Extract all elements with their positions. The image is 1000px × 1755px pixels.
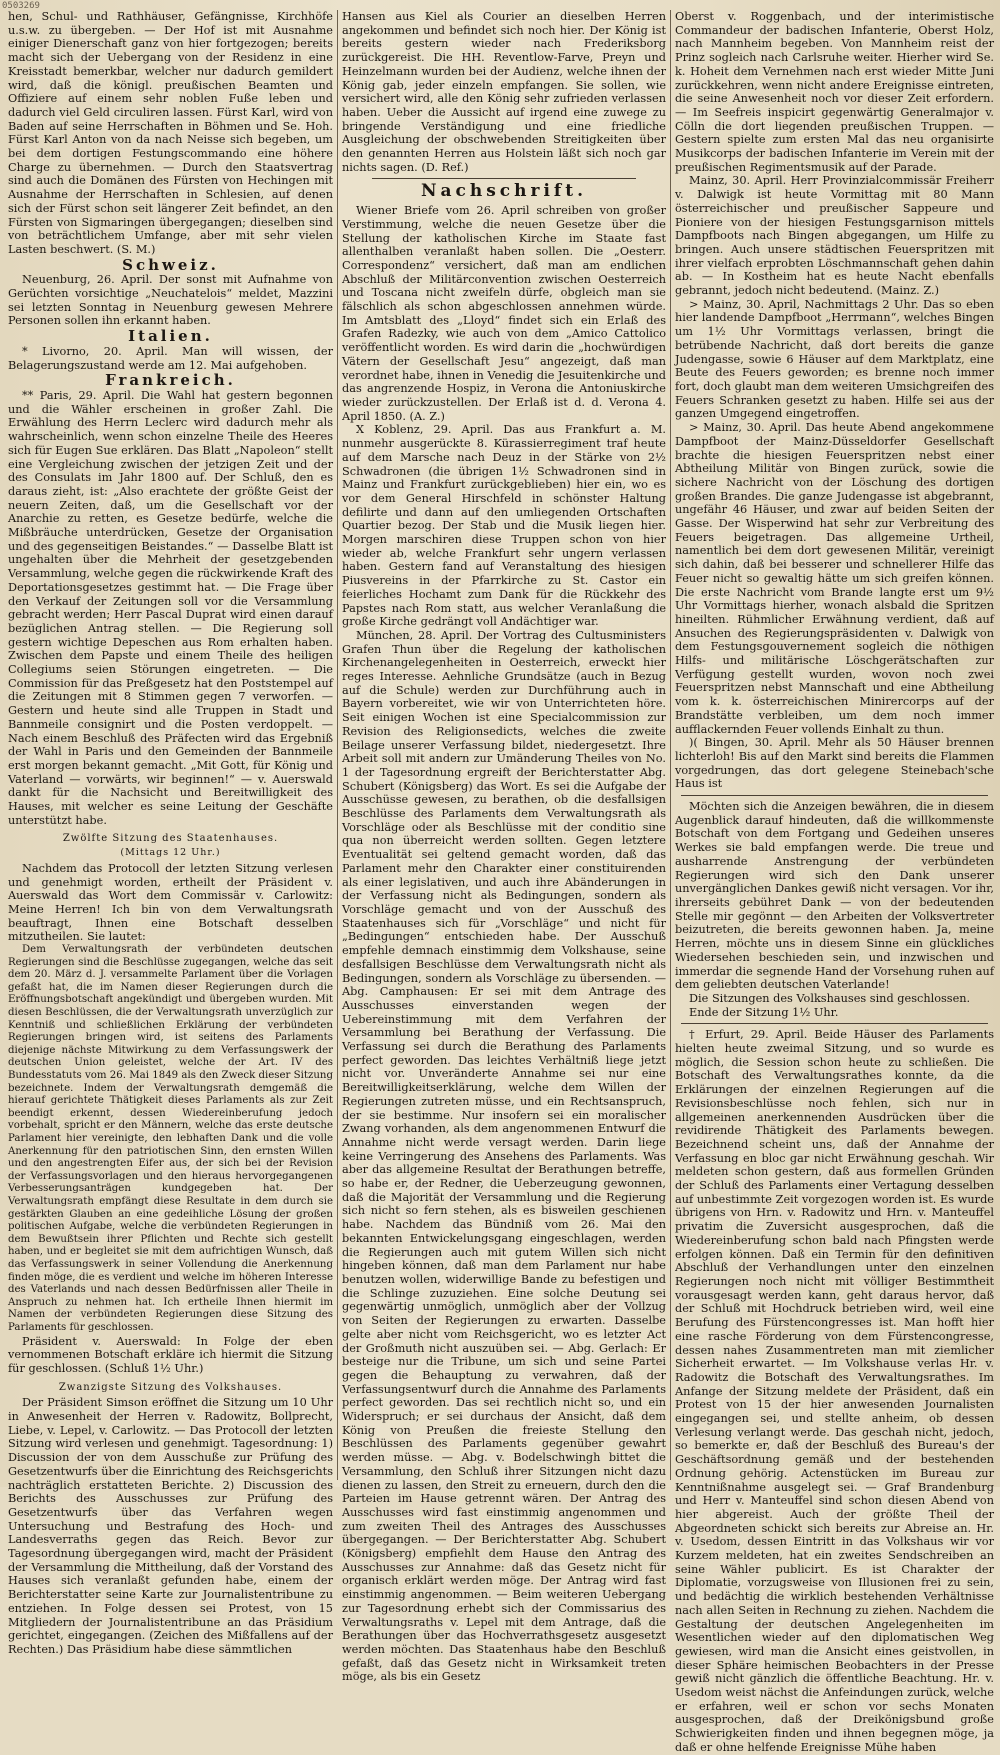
article-mainz-afternoon: > Mainz, 30. April, Nachmittags 2 Uhr. Das so eben hier landende Dampfboot „Herrmann“, welches Bingen um 1½ Uhr Vormittags verlassen, bringt die betrübende Nachricht, daß dort bereits die ganze Judengasse, sowie 6 Häuser auf dem Marktplatz, eine Beute des Feuers geworden; es brenne noch immer fort, doch glaubt man dem weiteren Umsichgreifen des Feuers Schranken gesetzt zu haben. Hilfe sei aus der ganzen Umgegend eingetroffen.: [675, 297, 994, 421]
session-heading-volkshaus: [8, 1381, 333, 1395]
article-muenchen: München, 28. April. Der Vortrag des Cultusministers Grafen Thun über die Regelung der katholischen Kirchenangelegenheiten in Oesterreich, erweckt hier reges Interesse. Aehnliche Grundsätze (auch in Bezug auf die Schule) werden zur Durchführung auch in Bayern vorbereitet, wie wir von Unterrichteten höre. Seit einigen Wochen ist eine Specialcommission zur Revision des Religionsedicts, welches die zweite Beilage unserer Verfassung bildet, niedergesetzt. Ihre Arbeit soll mit andern zur Umänderung Theiles von No. 1 der Tagesordnung ergreift der Berichterstatter Abg. Schubert (Königsberg) das Wort. Es sei die Aufgabe der Ausschüsse gewesen, zu berathen, ob die desfallsigen Beschlüsse des Parlaments dem Verwaltungsrath als Vorschläge oder als Beschlüsse mit der conditio sine qua non überreicht werden sollten. Gegen letztere Eventualität sei geltend gemacht worden, daß das Parlament mehr den Charakter einer constituirenden als einer legislativen, und auch ihre Abänderungen in der Verfassung nicht als Bedingungen, sondern als Vorschläge gemacht und von der Ausschuß des Staatenhauses sich für „Vorschläge“ und nicht für „Bedingungen“ entschieden habe. Der Ausschuß empfehle demnach einstimmig dem Volkshause, seine desfallsigen Beschlüsse dem Verwaltungsrath nicht als Bedingungen, sondern als Vorschläge zu übersenden. — Abg. Camphausen: Er sei mit dem Antrage des Ausschusses einverstanden wegen der Uebereinstimmung mit dem Verfahren der Versammlung bei Berathung der Verfassung. Die Verfassung sei durch die Berathung des Parlaments perfect geworden. Das leichtes Verhältniß liege jetzt nicht vor. Unveränderte Annahme sei nur eine Bereitwilligkeitserklärung, welche dem Willen der Regierungen zutreten müsse, und ein Rechtsanspruch, der sie bestimme. Nur insofern sei ein moralischer Zwang vorhanden, als dem angenommenen Entwurf die Annahme nicht werde versagt werden. Darin liege keine Verringerung des Ansehens des Parlaments. Was aber das allgemeine Resultat der Berathungen betreffe, so habe er, der Redner, die Ueberzeugung gewonnen, daß die Majorität der Versammlung und die Regierung sich nicht so fern stehen, als es bisweilen geschienen habe. Nachdem das Bündniß vom 26. Mai den bekannten Entwickelungsgang eingeschlagen, werden die Regierungen auch mit gutem Willen sich nicht hingeben können, daß man dem Parlament nur habe benutzen wollen, widerwillige Bande zu befestigen und die Schlinge zuzuziehen. Eine solche Deutung sei gegenwärtig unmöglich, unmöglich aber der Vollzug von Seiten der Regierungen zu erwarten. Dasselbe gelte aber nicht vom Reichsgericht, wo es letzter Act der Großmuth nicht auszuüben sei. — Abg. Gerlach: Er besteige nur die Tribune, um sich und seine Partei gegen die Behauptung zu verwahren, daß der Verfassungsentwurf durch die Annahme des Parlaments perfect geworden. Das sei rechtlich nicht so, und ein Widerspruch; er sei durchaus der Ansicht, daß dem König von Preußen die freieste Stellung den Beschlüssen des Parlaments gegenüber gewahrt werden müsse. — Abg. v. Bodelschwingh bittet die Versammlung, den Schluß ihrer Sitzungen nicht dazu dienen zu lassen, den Streit zu erneuern, durch den die Parteien im Hause getrennt wären. Der Antrag des Ausschusses wird fast einstimmig angenommen und zum zweiten Theil des Antrages des Ausschusses übergegangen. — Der Berichterstatter Abg. Schubert (Königsberg) empfiehlt dem Hause den Antrag des Ausschusses zur Annahme: daß das Gesetz nicht für organisch erklärt werden möge. Der Antrag wird fast einstimmig angenommen. — Beim weiteren Uebergang zur Tagesordnung erhebt sich der Commissarius des Verwaltungsraths v. Lepel mit dem Antrage, daß die Berathungen über das Hochverrathsgesetz ausgesetzt werden möchten. Das Staatenhaus habe den Beschluß gefaßt, daß das Gesetz nicht in Wirksamkeit treten möge, als bis ein Gesetz: [342, 628, 666, 1684]
scan-page-id: 0503269: [2, 1, 40, 11]
article-livorno: * Livorno, 20. April. Man will wissen, der Belagerungszustand werde am 12. Mai aufgehoben.: [8, 344, 333, 372]
article-wien: Wiener Briefe vom 26. April schreiben von großer Verstimmung, welche die neuen Gesetze über die Stellung der katholischen Kirche im Staate fast allenthalben veranlaßt haben sollen. Die „Oesterr. Correspondenz“ versichert, daß man am endlichen Abschluß der Militärconvention zwischen Oesterreich und Toscana nicht zweifeln dürfe, obgleich man sie fälschlich als schon abgeschlossen annehmen würde. Im Amtsblatt des „Lloyd“ findet sich ein Erlaß des Grafen Radezky, wie auch von dem „Amico Cattolico veröffentlicht worden. Es wird darin die „hochwürdigen Vätern der Gesellschaft Jesu“ angezeigt, daß man verordnet habe, ihnen in Venedig die Jesuitenkirche und das angrenzende Hospiz, in Verona die Antoniuskirche wieder zurückzustellen. Der Erlaß ist d. d. Verona 4. April 1850. (A. Z.): [342, 204, 666, 423]
column-right: [670, 10, 998, 1754]
article-paragraph: Hansen aus Kiel als Courier an dieselben Herren angekommen und befindet sich noch hier. Der König ist bereits gestern wieder nach Frederiksborg zurückgereist. Die HH. Reventlow-Farve, Preyn und Heinzelmann wurden bei der Audienz, welche ihnen der König gab, jeder einzeln empfangen. Sie sollen, wie versichert wird, alle den König sehr zufrieden verlassen haben. Ueber die Aussicht auf irgend eine zuwege zu bringende Verständigung und eine friedliche Ausgleichung der obschwebenden Streitigkeiten über den genannten Herren aus Holstein läßt sich noch gar nichts sagen. (D. Ref.): [342, 10, 666, 174]
article-koblenz: X Koblenz, 29. April. Das aus Frankfurt a. M. nunmehr ausgerückte 8. Kürassierregiment traf heute auf dem Marsche nach Deuz in der Stärke von 2½ Schwadronen (die übrigen 1½ Schwadronen sind in Mainz und Frankfurt zurückgeblieben) hier ein, wo es vor dem General Hirschfeld in schönster Haltung defilirte und dann auf den umliegenden Ortschaften Quartier bezog. Der Stab und die Musik liegen hier. Morgen marschiren diese Truppen schon von hier wieder ab, welche Frankfurt sehr ungern verlassen haben. Gestern fand auf Veranstaltung des hiesigen Piusvereins in der Pfarrkirche zu St. Castor ein feierliches Hochamt zum Dank für die Rückkehr des Papstes nach Rom statt, aus welcher Veranlaßung die große Kirche gedrängt voll Andächtiger war.: [342, 423, 666, 629]
section-heading-italien: Italien.: [128, 327, 213, 346]
divider: [372, 178, 636, 179]
session-title: Zwanzigste Sitzung des Volkshauses.: [58, 1381, 283, 1393]
section-heading-schweiz: Schweiz.: [122, 255, 219, 274]
article-paragraph: Oberst v. Roggenbach, und der interimistische Commandeur der badischen Infanterie, Oberst Holz, nach Mannheim begeben. Von Mannheim reist der Prinz sogleich nach Carlsruhe weiter. Hierher wird Se. k. Hoheit dem Vernehmen nach erst wieder Mitte Juni zurückkehren, wenn nicht andere Ereignisse eintreten, die seine Anwesenheit noch vor dieser Zeit erfordern. — Im Seefreis inspicirt gegenwärtig Generalmajor v. Cölln die dort liegenden preußischen Truppen. — Gestern spielte zum ersten Mal das neu organisirte Musikcorps der badischen Infanterie im Verein mit der preußischen Regimentsmusik auf der Parade.: [675, 10, 994, 174]
article-paragraph: hen, Schul- und Rathhäuser, Gefängnisse, Kirchhöfe u.s.w. zu übergeben. — Der Hof ist mit Ausnahme einiger Dienerschaft ganz von hier fortgezogen; bereits macht sich der Uebergang von der Residenz in eine Kreisstadt bemerkbar, welcher nur dadurch gemildert wird, daß die königl. preußischen Beamten und Offiziere auf einem sehr noblen Fuße leben und dadurch viel Geld circuliren lassen. Fürst Karl, wird von Baden auf seine Herrschaften in Böhmen und Se. Hoh. Fürst Karl Anton von da nach Neisse sich begeben, um bei dem dortigen Festungscommando eine höhere Charge zu übernehmen. — Durch den Staatsvertrag sind auch die Domänen des Fürsten von Hechingen mit Ausnahme der Herrschaften in Schlesien, auf denen sich der Fürst schon seit längerer Zeit befindet, an den Fürsten von Sigmaringen übergegangen; dieselben sind von beträchtlichem Umfange, aber mit sehr vielen Lasten beschwert. (S. M.): [8, 10, 333, 256]
article-erfurt: † Erfurt, 29. April. Beide Häuser des Parlaments hielten heute zweimal Sitzung, und so wurde es möglich, die Session schon heute zu schließen. Die Botschaft des Verwaltungsrathes konnte, da die Erklärungen der einzelnen Regierungen auf die Revisionsbeschlüsse noch fehlen, sich nur in allgemeinen anerkennenden Ausdrücken über die revidirende Thätigkeit des Parlaments bewegen. Bezeichnend scheint uns, daß der Annahme der Verfassung en bloc gar nicht Erwähnung geschah. Wir meldeten schon gestern, daß aus formellen Gründen der Schluß des Parlaments einer Vertagung desselben auf unbestimmte Zeit vorgezogen worden ist. Es wurde übrigens von Hrn. v. Radowitz und Hrn. v. Manteuffel privatim die Zuversicht ausgesprochen, daß die Wiedereinberufung schon bald nach Pfingsten werde erfolgen können. Daß ein Termin für den definitiven Abschluß der Verhandlungen unter den einzelnen Regierungen noch nicht mit völliger Bestimmtheit vorausgesagt werden kann, geht daraus hervor, daß der Schluß mit Hochdruck betrieben wird, weil eine Berufung des Fürstencongresses ist. Man hofft hier eine rasche Förderung von dem Fürstencongresse, dessen nahes Zusammentreten man mit ziemlicher Sicherheit erwartet. — Im Volkshause verlas Hr. v. Radowitz die Botschaft des Verwaltungsrathes. Im Anfange der Sitzung meldete der Präsident, daß ein Protest von 15 der hier anwesenden Journalisten eingegangen sei, und stellte anheim, ob dessen Verlesung verlangt werde. Das geschah nicht, jedoch, so bemerkte er, daß der Beschluß des Bureau's der Geschäftsordnung gemäß und der bestehenden Ordnung gehörig. Actenstücken im Bureau zur Kenntnißnahme ausgelegt sei. — Graf Brandenburg und Herr v. Manteuffel sind schon diesen Abend von hier abgereist. Auch der größte Theil der Abgeordneten schickt sich bereits zur Abreise an. Hr. v. Usedom, dessen Eintritt in das Volkshaus wir vor Kurzem meldeten, hat ein zweites Sendschreiben an seine Wähler publicirt. Es ist Charakter der Diplomatie, vorzugsweise von Illusionen frei zu sein, und bedächtig die wirklich bestehenden Verhältnisse nach allen Seiten in Rechnung zu ziehen. Nachdem die Gestaltung der deutschen Angelegenheiten im Wesentlichen wieder auf den diplomatischen Weg gewiesen, wird man die Ansicht eines geistvollen, in dieser Sphäre heimischen Beobachters in der Presse gewiß nicht gänzlich die öffentliche Beachtung. Hr. v. Usedom weist nächst die Anfeindungen zurück, welche er erfahren, weil er schon vor sechs Monaten ausgesprochen, daß der Dreikönigsbund große Schwierigkeiten finden und ihnen begegnen möge, ja daß er ohne helfende Ereignisse Mühe haben: [675, 1028, 994, 1754]
article-paragraph: Der Präsident Simson eröffnet die Sitzung um 10 Uhr in Anwesenheit der Herren v. Radowitz, Bollprecht, Liebe, v. Lepel, v. Carlowitz. — Das Protocoll der letzten Sitzung wird verlesen und genehmigt. Tagesordnung: 1) Discussion der von dem Ausschuße zur Prüfung des Gesetzentwurfs über die Einrichtung des Reichsgerichts nachträglich erstatteten Berichte. 2) Discussion des Berichts des Ausschusses zur Prüfung des Gesetzentwurfs über das Verfahren wegen Untersuchung und Bestrafung des Hoch- und Landesverraths gegen das Reich. Bevor zur Tagesordnung übergegangen wird, macht der Präsident der Versammlung die Mittheilung, daß der Vorstand des Hauses sich veranlaßt gefunden habe, einem der Berichterstatter seine Karte zur Journalistentribune zu entziehen. In Folge dessen sei Protest, von 15 Mitgliedern der Journalistentribune an das Präsidium gerichtet, eingegangen. (Zeichen des Mißfallens auf der Rechten.) Das Präsidium habe diese sämmtlichen: [8, 1396, 333, 1656]
column-left: [4, 10, 337, 1656]
article-neuenburg: Neuenburg, 26. April. Der sonst mit Aufnahme von Gerüchten vorsichtige „Neuchatelois“ meldet, Mazzini sei letzten Sonntag in Neuenburg gewesen Mehrere Personen sollen ihn erkannt haben.: [8, 273, 333, 328]
article-bingen: )( Bingen, 30. April. Mehr als 50 Häuser brennen lichterloh! Bis auf den Markt sind bereits die Flammen vorgedrungen, das dort gelegene Steinebach'sche Haus ist: [675, 736, 994, 791]
article-mainz: Mainz, 30. April. Herr Provinzialcommissär Freiherr v. Dalwigk ist heute Vormittag mit 80 Mann österreichischer und preußischer Sappeure und Pioniere von der hiesigen Festungsgarnison mittels Dampfboots nach Bingen abgegangen, um Hilfe zu bringen. Auch unsere städtischen Feuerspritzen mit ihrer vielfach erprobten Löschmannschaft gehen dahin ab. — In Kostheim hat es heute Nacht ebenfalls gebrannt, jedoch nicht bedeutend. (Mainz. Z.): [675, 174, 994, 298]
article-paris: ** Paris, 29. April. Die Wahl hat gestern begonnen und die Wähler erscheinen in großer Zahl. Die Erwählung des Herrn Leclerc wird dadurch mehr als wahrscheinlich, wenn schon einzelne Theile des Heeres sich für Eugen Sue erklären. Das Blatt „Napoleon“ stellt eine Vergleichung zwischen der jetzigen Zeit und der des Consulats im Jahr 1800 auf. Der Schluß, den es daraus zieht, ist: „Also erachtete der größte Geist der neuern Zeiten, daß, um die Gesellschaft vor der Anarchie zu retten, es Gesetze bedürfe, welche die Mißbräuche unterdrücken, Gesetze der Organisation und des gegenseitigen Beistandes.“ — Dasselbe Blatt ist ungehalten über die Mehrheit der gesetzgebenden Versammlung, welche gegen die rückwirkende Kraft des Deportationsgesetzes gestimmt hat. — Die Frage über den Verkauf der Zeitungen soll vor die Versammlung gebracht werden; Herr Pascal Duprat wird einen darauf bezüglichen Antrag stellen. — Die Regierung soll gestern wichtige Depeschen aus Rom erhalten haben. Zwischen dem Papste und einem Theile des heiligen Collegiums seien Störungen eingetreten. — Die Commission für das Preßgesetz hat den Poststempel auf die Zeitungen mit 8 Stimmen gegen 7 verworfen. — Gestern und heute sind alle Truppen in Stadt und Bannmeile consignirt und die Posten verdoppelt. — Nach einem Beschluß des Präfecten wird das Ergebniß der Wahl in Paris und den Gemeinden der Bannmeile erst morgen bekannt gemacht. „Mit Gott, für König und Vaterland — vorwärts, wir beginnen!“ — v. Auerswald dankt für die Nachsicht und Bereitwilligkeit des Hauses, mit welcher es seine Leitung der Geschäfte unterstützt habe.: [8, 388, 333, 827]
section-heading-frankreich: Frankreich.: [105, 371, 236, 390]
article-paragraph: Nachdem das Protocoll der letzten Sitzung verlesen und genehmigt worden, ertheilt der Präsident v. Auerswald das Wort dem Commissär v. Carlowitz: Meine Herren! Ich bin von dem Verwaltungsrath beauftragt, Ihnen eine Botschaft desselben mitzutheilen. Sie lautet:: [8, 861, 333, 944]
article-mainz-evening: > Mainz, 30. April. Das heute Abend angekommene Dampfboot der Mainz-Düsseldorfer Gesellschaft brachte die hiesigen Feuerspritzen nebst einer Abtheilung Militär von Bingen zurück, sowie die sichere Nachricht von der Löschung des dortigen großen Brandes. Die ganze Judengasse ist abgebrannt, ungefähr 46 Häuser, und zwar auf beiden Seiten der Gasse. Der Wisperwind hat sehr zur Verbreitung des Feuers beigetragen. Das allgemeine Urtheil, namentlich bei dem dort gewesenen Militär, vereinigt sich dahin, daß bei besserer und schnellerer Hilfe das Feuer nicht so gewaltig hätte um sich greifen können. Die erste Nachricht vom Brande langte erst um 9½ Uhr Vormittags hierher, wonach alsbald die Spritzen hineilten. Rühmlicher Erwähnung verdient, daß auf Ansuchen des Regierungspräsidenten v. Dalwigk von dem Festungsgouvernement sogleich die nöthigen Hilfs- und militärische Löschgerätschaften zur Verfügung gestellt wurden, wovon noch zwei Feuerspritzen nebst Mannschaft und eine Abtheilung vom k. k. österreichischen Minirercorps auf der Brandstätte verbleiben, um dem noch immer aufflackernden Feuer vollends Einhalt zu thun.: [675, 421, 994, 736]
message-paragraph: Dem Verwaltungsrath der verbündeten deutschen Regierungen sind die Beschlüsse zugegangen, welche das seit dem 20. März d. J. versammelte Parlament über die Vorlagen gefaßt hat, die im Namen dieser Regierungen durch die Eröffnungsbotschaft angekündigt und übergeben wurden. Mit diesen Beschlüssen, die der Verwaltungsrath unverzüglich zur Kenntniß und schließlichen Erklärung der verbündeten Regierungen bringen wird, ist seitens des Parlaments diejenige nächste Mitwirkung zu dem Verfassungswerk der deutschen Union geleistet, welche der Art. IV des Bundesstatuts vom 26. Mai 1849 als den Zweck dieser Sitzung bezeichnete. Indem der Verwaltungsrath demgemäß die hierauf gerichtete Thätigkeit dieses Parlaments als zur Zeit beendigt erkennt, dessen Wiedereinberufung jedoch vorbehalt, spricht er den Männern, welche das erste deutsche Parlament hier vereinigte, den lebhaften Dank und die volle Anerkennung für den patriotischen Sinn, den ernsten Willen und den angestrengten Eifer aus, der sich bei der Revision der Verfassungsvorlagen und den hieraus hervorgegangenen Verbesserungsanträgen kundgegeben hat. Der Verwaltungsrath empfängt diese Resultate in dem durch sie gestärkten Glauben an eine gedeihliche Lösung der großen politischen Aufgabe, welche die verbündeten Regierungen in dem Bewußtsein ihrer Pflichten und Rechte sich gestellt haben, und er begleitet sie mit dem aufrichtigen Wunsch, daß das Verfassungswerk in seiner Vollendung die Anerkennung finden möge, die es verdient und welche im höheren Interesse des Vaterlands und nach dessen Bedürfnissen aller Theile in Anspruch zu nehmen hat. Ich ertheile Ihnen hiermit im Namen der verbündeten Regierungen diese Sitzung des Parlaments für geschlossen.: [8, 944, 334, 1333]
message-block: [8, 944, 333, 1334]
divider: [681, 795, 988, 796]
column-middle: [337, 10, 670, 1684]
section-heading-nachschrift: Nachschrift.: [420, 181, 588, 202]
article-paragraph: Möchten sich die Anzeigen bewähren, die in diesem Augenblick darauf hindeuten, daß die willkommenste Botschaft von dem Fortgang und Gedeihen unseres Werkes sie bald empfangen werde. Die treue und ausharrende Anstrengung der verbündeten Regierungen wird sich den Dank unserer unvergänglichen Dankes gewiß nicht versagen. Vor ihr, ihrerseits gebühret Dank — von der bedeutenden Stelle mir gegönnt — den Arbeiten der Volksvertreter beizutreten, die bereits gewonnen haben. Ja, meine Herren, möchte uns in diesem Sinne ein glückliches Wiedersehen beschieden sein, und inzwischen und immerdar die segnende Hand der Vorsehung ruhen auf dem geliebten deutschen Vaterlande!: [675, 800, 994, 992]
article-paragraph: Präsident v. Auerswald: In Folge der eben vernommenen Botschaft erkläre ich hiermit die Sitzung für geschlossen. (Schluß 1½ Uhr.): [8, 1334, 333, 1375]
session-heading-staatenhaus: [8, 832, 333, 859]
divider: [681, 1023, 988, 1024]
article-paragraph: Ende der Sitzung 1½ Uhr.: [689, 1005, 839, 1019]
article-paragraph: Die Sitzungen des Volkshauses sind geschlossen.: [689, 991, 971, 1005]
session-title: Zwölfte Sitzung des Staatenhauses.: [62, 833, 279, 845]
session-time: (Mittags 12 Uhr.): [120, 847, 221, 859]
